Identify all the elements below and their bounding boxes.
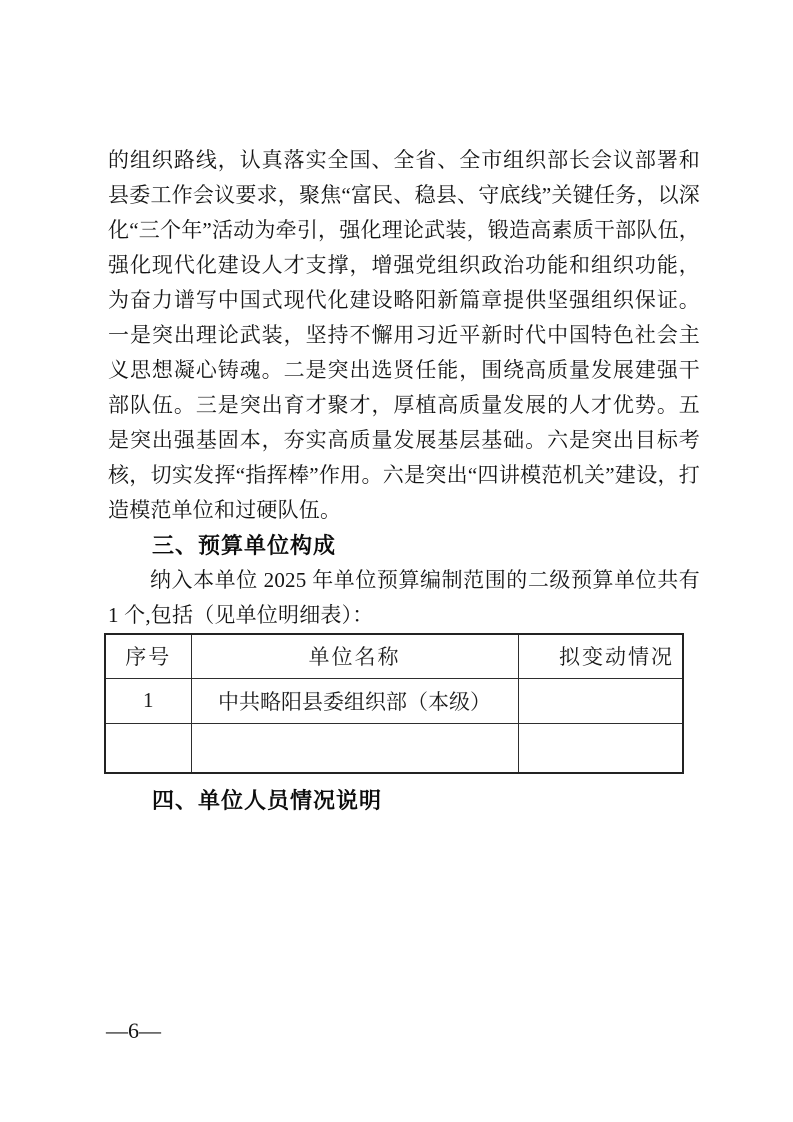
section3-heading: 三、预算单位构成: [152, 533, 337, 558]
section3-intro-paragraph: 纳入本单位 2025 年单位预算编制范围的二级预算单位共有 1 个,包括（见单位明细表）：: [108, 568, 700, 627]
budget-units-table: [104, 633, 684, 774]
table-row-empty: [105, 723, 683, 773]
header-cell-unit-name: 单位名称: [191, 634, 518, 678]
table-row: [105, 678, 683, 723]
cell-change: [518, 723, 683, 773]
page-number: —6—: [106, 1018, 161, 1043]
paragraph-continued: 的组织路线，认真落实全国、全省、全市组织部长会议部署和县委工作会议要求，聚焦“富民、稳县、守底线”关键任务，以深化“三个年”活动为牵引，强化理论武装，锻造高素质干部队伍，强化现代化建设人才支撑，增强党组织政治功能和组织功能，为奋力谱写中国式现代化建设略阳新篇章提供坚强组织保证。一是突出理论武装，坚持不懈用习近平新时代中国特色社会主义思想凝心铸魂。二是突出选贤任能，围绕高质量发展建强干部队伍。三是突出育才聚才，厚植高质量发展的人才优势。五是突出强基固本，夯实高质量发展基层基础。六是突出目标考核，切实发挥“指挥棒”作用。六是突出“四讲模范机关”建设，打造模范单位和过硬队伍。: [108, 148, 700, 522]
cell-seq: 1: [105, 678, 191, 723]
cell-unit-name: [191, 723, 518, 773]
header-cell-seq: 序号: [105, 634, 191, 678]
page-content: [108, 143, 700, 818]
section4-heading: 四、单位人员情况说明: [152, 788, 383, 813]
table-header-row: [105, 634, 683, 678]
header-cell-change: 拟变动情况: [518, 634, 683, 678]
cell-unit-name: 中共略阳县委组织部（本级）: [191, 678, 518, 723]
cell-seq: [105, 723, 191, 773]
cell-change: [518, 678, 683, 723]
